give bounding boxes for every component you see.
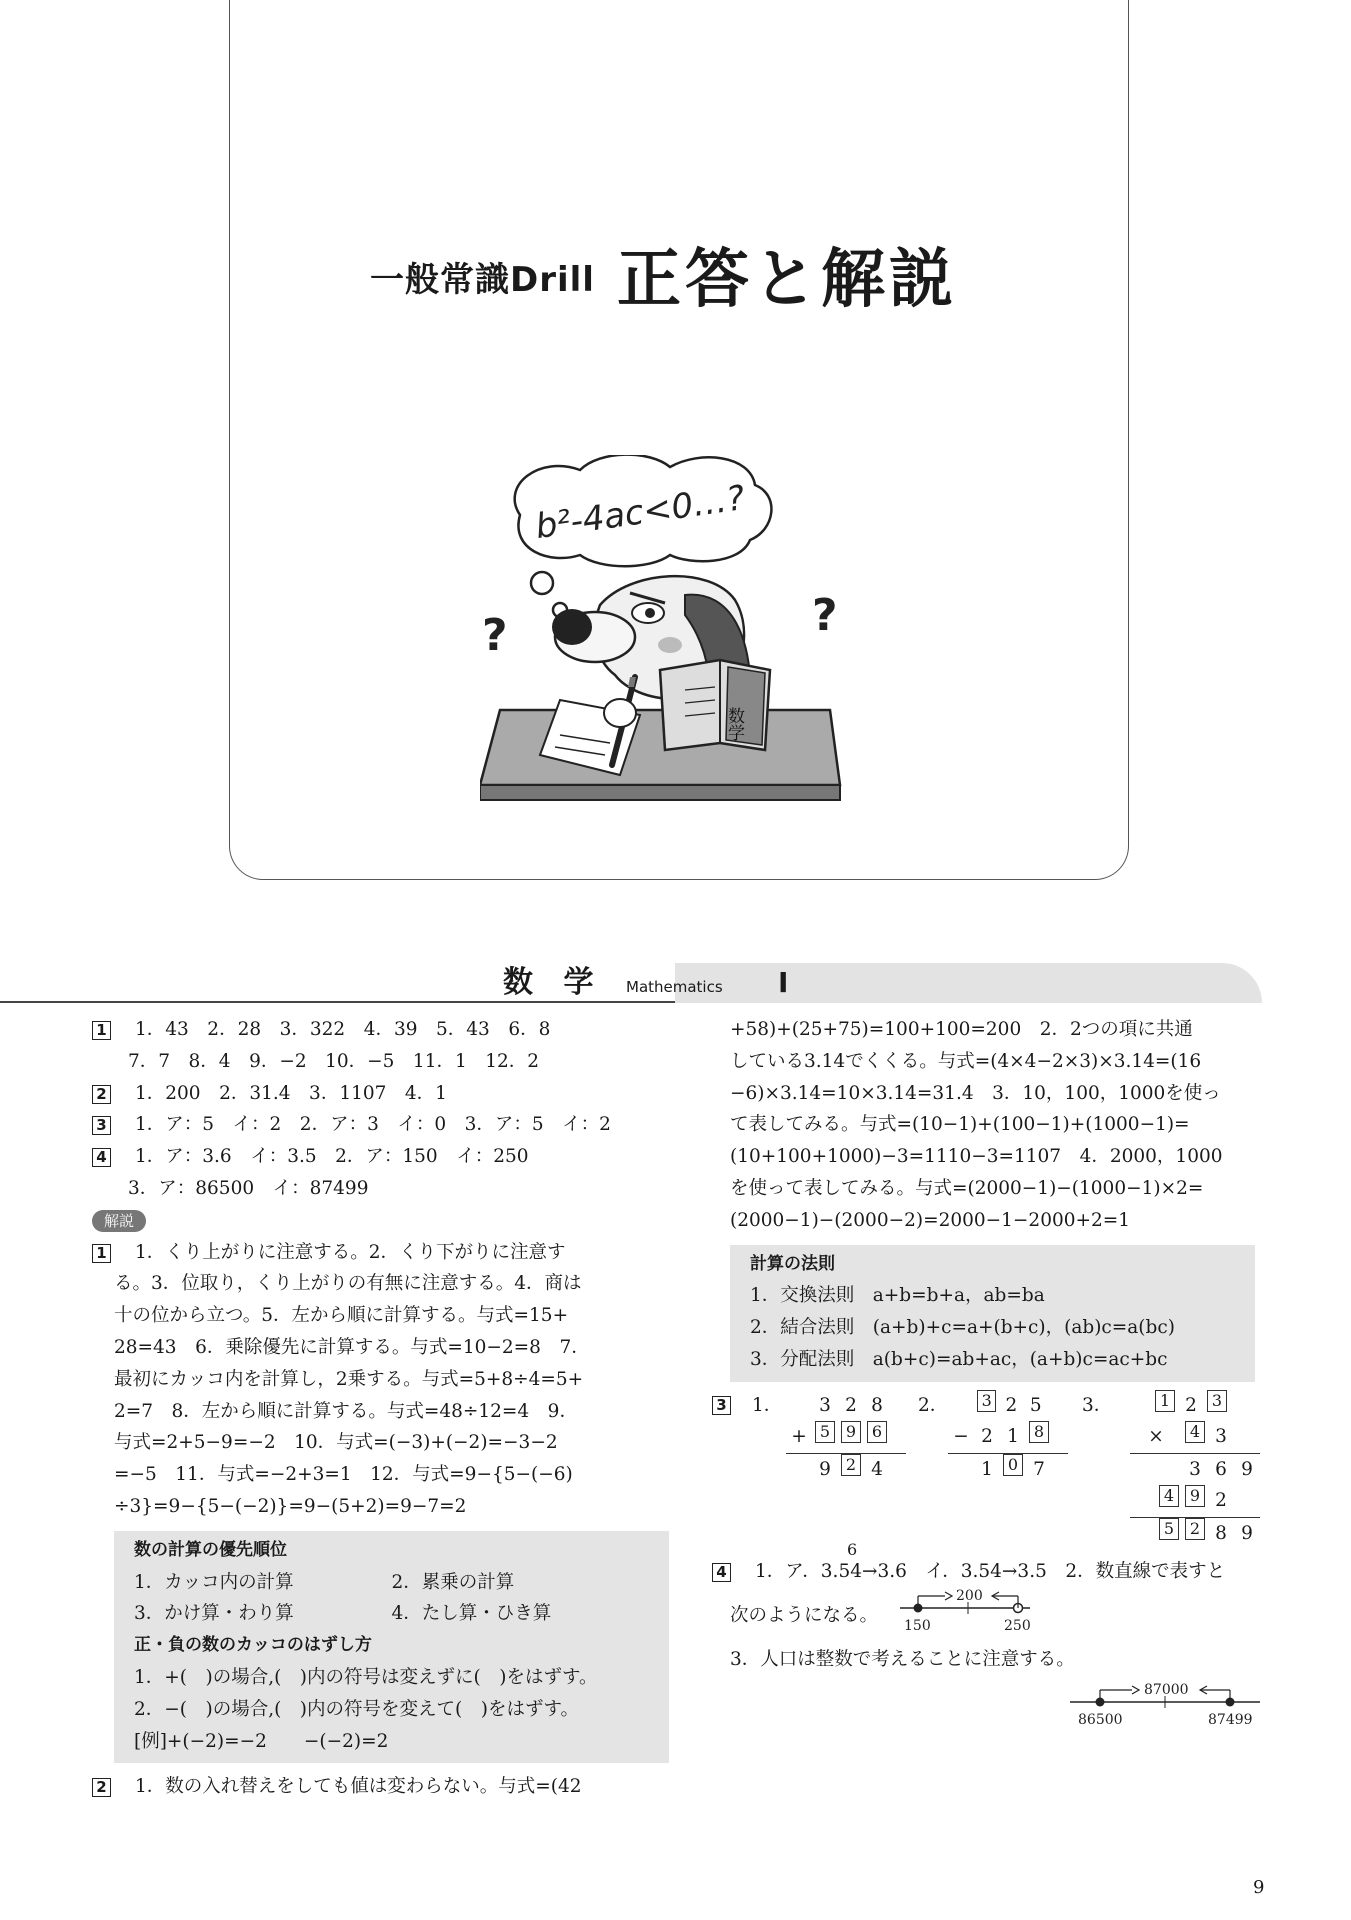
explanation-1-line-2: 十の位から立つ。5．左から順に計算する。与式=15+ — [114, 1305, 569, 1327]
explanation-1-line-8: ÷3}=9−{5−(−2)}=9−(5+2)=9−7=2 — [114, 1495, 467, 1517]
calc-order-box — [114, 1531, 669, 1764]
section-mark: Ⅰ — [778, 966, 789, 999]
section-subtitle: Mathematics — [626, 978, 723, 996]
answer-1-cont: 7．7 8．4 9．−2 10．−5 11．1 12．2 — [128, 1050, 540, 1072]
rounding-digit: 6 — [847, 1539, 858, 1559]
calc-laws-box — [730, 1245, 1255, 1382]
number-line-1-top: 200 — [956, 1587, 983, 1604]
dog-illustration — [480, 455, 850, 840]
calc-order-heading: 数の計算の優先順位 — [134, 1539, 287, 1560]
heading-big: 正答と解説 — [616, 243, 957, 317]
sign-rule-heading: 正・負の数のカッコのはずし方 — [134, 1635, 372, 1656]
explanation-badge-row — [92, 1205, 652, 1237]
explanation-2-line-7: (2000−1)−(2000−2)=2000−1−2000+2=1 — [730, 1209, 1131, 1231]
sign-rule-2: 2．−( )の場合,( )内の符号を変えて( )をはずす。 — [134, 1698, 579, 1720]
problem-3: 3． 1 2 3 — [1082, 1390, 1272, 1422]
answer-3: 3 1．ア：5 イ：2 2．ア：3 イ：0 3．ア：5 イ：2 — [92, 1109, 652, 1141]
heading-small: 一般常識Drill — [370, 260, 595, 300]
problem-2-body: − 2 1 8 1 0 7 — [948, 1421, 1068, 1486]
law-distributive: 3．分配法則 a(b+c)=ab+ac，(a+b)c=ac+bc — [750, 1348, 1168, 1370]
question-mark-right: ? — [812, 590, 838, 641]
number-line-1-right: 250 — [1004, 1617, 1031, 1634]
sign-rule-example: [例]+(−2)=−2 −(−2)=2 — [134, 1730, 389, 1752]
number-line-2-left: 86500 — [1078, 1711, 1123, 1728]
sign-rule-1: 1．+( )の場合,( )内の符号は変えずに( )をはずす。 — [134, 1666, 598, 1688]
explanation-1-line-6: 与式=2+5−9=−2 10．与式=(−3)+(−2)=−3−2 — [114, 1432, 558, 1454]
explanation-2-line-2: している3.14でくくる。与式=(4×4−2×3)×3.14=(16 — [730, 1050, 1202, 1072]
thought-text: b²-4ac<0…? — [533, 478, 748, 548]
explanation-4-line-2: 次のようになる。 — [730, 1604, 879, 1626]
number-line-2-top: 87000 — [1144, 1681, 1189, 1698]
page-heading — [370, 228, 957, 320]
law-associative: 2．結合法則 (a+b)+c=a+(b+c)，(ab)c=a(bc) — [750, 1317, 1175, 1339]
explanation-2-start: 2 1．数の入れ替えをしても値は変わらない。与式=(42 — [92, 1771, 652, 1803]
answer-1: 1 1．43 2．28 3．322 4．39 5．43 6．8 — [92, 1014, 652, 1046]
answer-4-cont: 3．ア：86500 イ：87499 — [128, 1177, 369, 1199]
explanation-4 — [716, 1539, 1265, 1756]
calc-laws-heading: 計算の法則 — [750, 1253, 835, 1274]
explanation-4-line-3: 3．人口は整数で考えることに注意する。 — [730, 1648, 1075, 1670]
explanation-1-line-0: 1 1．くり上がりに注意する。2．くり下がりに注意す — [92, 1237, 652, 1269]
order-item-3: 3．かけ算・わり算 — [134, 1603, 294, 1625]
explanation-3: 3 1． 3 2 8 + 5 9 6 9 2 4 2． 3 2 5 − 2 1 8 1 0 7 3． 1 2 3 × 4 3 3 6 9 4 9 2 5 2 8 9 — [730, 1390, 1265, 1556]
left-column — [92, 1014, 652, 1803]
answer-2: 2 1．200 2．31.4 3．1107 4．1 — [92, 1078, 652, 1110]
explanation-badge: 解説 — [92, 1210, 146, 1232]
explanation-4-line-1: 4 1．ア．3.54→3.6 イ．3.54→3.5 2．数直線で表すと — [730, 1556, 1265, 1588]
explanation-1-line-7: =−5 11．与式=−2+3=1 12．与式=9−{5−(−6) — [114, 1464, 573, 1486]
explanation-1-line-5: 2=7 8．左から順に計算する。与式=48÷12=4 9． — [114, 1400, 578, 1422]
explanation-2-line-5: (10+100+1000)−3=1110−3=1107 4．2000，1000 — [730, 1146, 1223, 1168]
question-mark-left: ? — [482, 610, 508, 661]
number-line-1-left: 150 — [904, 1617, 931, 1634]
page-number: 9 — [1253, 1877, 1265, 1898]
law-commutative: 1．交換法則 a+b=b+a，ab=ba — [750, 1285, 1045, 1307]
order-item-2: 2．累乗の計算 — [391, 1571, 515, 1593]
number-line-1 — [900, 1588, 1040, 1638]
problem-2: 2． 3 2 5 — [918, 1390, 1042, 1416]
answer-4: 4 1．ア：3.6 イ：3.5 2．ア：150 イ：250 — [92, 1141, 652, 1173]
explanation-1-line-1: る。3．位取り，くり上がりの有無に注意する。4．商は — [114, 1273, 582, 1295]
right-column — [716, 1014, 1265, 1756]
section-bar — [0, 963, 1262, 1003]
explanation-2-line-6: を使って表してみる。与式=(2000−1)−(1000−1)×2= — [730, 1177, 1204, 1199]
explanation-2-line-1: +58)+(25+75)=100+100=200 2．2つの項に共通 — [730, 1019, 1193, 1040]
explanation-2-line-3: −6)×3.14=10×3.14=31.4 3．10，100，1000を使っ — [730, 1082, 1221, 1104]
number-line-2 — [1070, 1682, 1270, 1732]
problem-1-body: + 5 9 6 9 2 4 — [786, 1421, 906, 1486]
explanation-2-line-4: て表してみる。与式=(10−1)+(100−1)+(1000−1)= — [730, 1114, 1190, 1136]
section-title: 数 学 — [503, 965, 604, 1000]
problem-1: 1． 3 2 8 — [752, 1394, 883, 1416]
number-line-2-right: 87499 — [1208, 1711, 1253, 1728]
book-label: 数学 — [724, 707, 744, 741]
problem-3-body: × 4 3 3 6 9 4 9 2 5 2 8 9 — [1130, 1421, 1260, 1550]
explanation-1-line-4: 最初にカッコ内を計算し，2乗する。与式=5+8÷4=5+ — [114, 1368, 584, 1390]
order-item-1: 1．カッコ内の計算 — [134, 1571, 294, 1593]
explanation-1-line-3: 28=43 6．乗除優先に計算する。与式=10−2=8 7． — [114, 1336, 590, 1358]
order-item-4: 4．たし算・ひき算 — [391, 1603, 552, 1625]
